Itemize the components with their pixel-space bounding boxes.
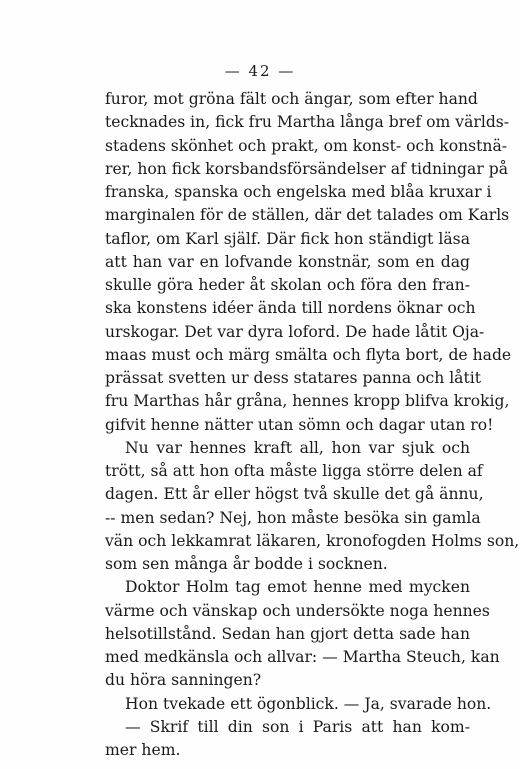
text-line: att han var en lofvande konstnär, som en dag xyxy=(105,252,470,271)
text-line: franska, spanska och engelska med blåa kruxar i xyxy=(105,183,492,201)
text-line: -- men sedan? Nej, hon måste besöka sin gamla xyxy=(105,508,481,527)
text-line: marginalen för de ställen, där det talades om Karls xyxy=(105,206,510,225)
text-line: Nu var hennes kraft all, hon var sjuk och xyxy=(125,438,470,457)
text-line: som sen många år bodde i socknen. xyxy=(105,555,388,573)
text-line: maas must och märg smälta och flyta bort, de hade xyxy=(105,345,512,364)
text-line: skulle göra heder åt skolan och föra den fran- xyxy=(105,276,470,294)
text-line: värme och vänskap och undersökte noga hennes xyxy=(105,601,490,620)
text-line: tecknades in, fick fru Martha långa bref om världs- xyxy=(105,113,510,132)
text-line: dagen. Ett år eller högst två skulle det gå ännu, xyxy=(105,485,484,504)
text-line: helsotillstånd. Sedan han gjort detta sade han xyxy=(105,624,470,643)
text-line: du höra sanningen? xyxy=(105,671,262,690)
text-line: prässat svetten ur dess statares panna och låtit xyxy=(105,369,482,387)
text-line: taflor, om Karl själf. Där fick hon ständigt läsa xyxy=(105,229,470,248)
text-line: Doktor Holm tag emot henne med mycken xyxy=(125,578,470,597)
text-line: med medkänsla och allvar: — Martha Steuch, kan xyxy=(105,648,500,666)
text-line: trött, så att hon ofta måste ligga större delen af xyxy=(105,462,483,480)
body-text xyxy=(105,88,520,762)
text-line: mer hem. xyxy=(105,741,181,759)
text-line: fru Marthas hår gråna, hennes kropp blifva krokig, xyxy=(105,392,510,411)
text-line: furor, mot gröna fält och ängar, som efter hand xyxy=(105,90,478,108)
text-line: Hon tvekade ett ögonblick. — Ja, svarade hon. xyxy=(125,694,492,713)
text-line: — Skrif till din son i Paris att han kom- xyxy=(125,717,470,736)
text-line: stadens skönhet och prakt, om konst- och konstnä- xyxy=(105,136,508,155)
text-line: vän och lekkamrat läkaren, kronofogden Holms son, xyxy=(105,531,520,550)
text-line: gifvit henne nätter utan sömn och dagar utan ro! xyxy=(105,415,494,434)
text-line: ska konstens idéer ända till nordens öknar och xyxy=(105,299,476,318)
text-line: urskogar. Det var dyra loford. De hade låtit Oja- xyxy=(105,322,485,341)
text-line: rer, hon fick korsbandsförsändelser af tidningar på xyxy=(105,159,509,178)
page-number: — 42 — xyxy=(224,62,296,80)
